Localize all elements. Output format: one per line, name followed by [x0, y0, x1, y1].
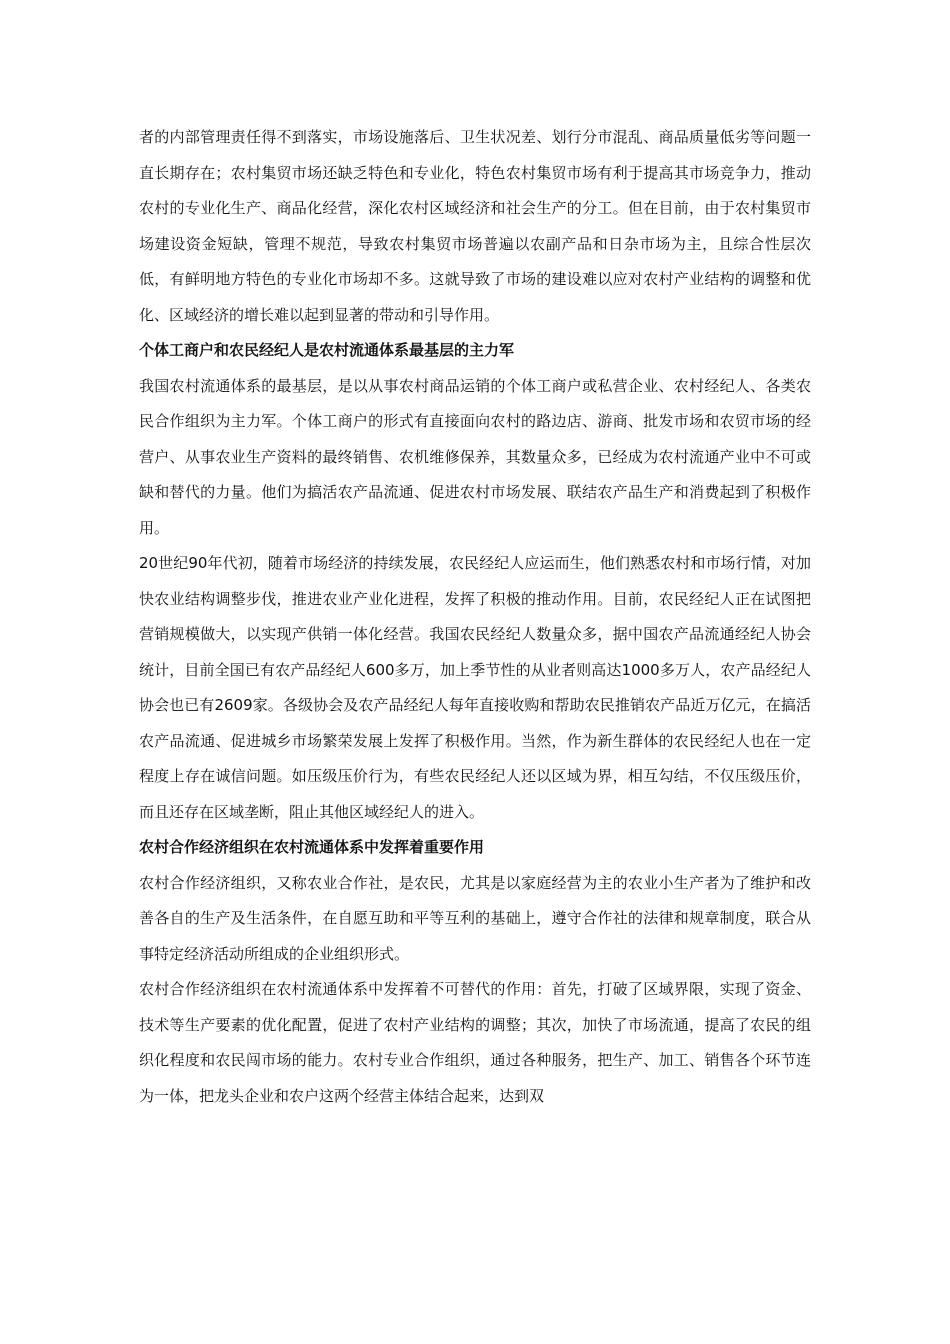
- body-paragraph-cooperative-role: 农村合作经济组织在农村流通体系中发挥着不可替代的作用：首先，打破了区域界限，实现了资金、技术等生产要素的优化配置，促进了农村产业结构的调整；其次，加快了市场流通，提高了农民的组织化程度和农民闯市场的能力。农村专业合作组织，通过各种服务，把生产、加工、销售各个环节连为一体，把龙头企业和农户这两个经营主体结合起来，达到双: [139, 980, 811, 1105]
- document-page: [139, 120, 811, 1114]
- section-heading-cooperatives: 农村合作经济组织在农村流通体系中发挥着重要作用: [139, 838, 485, 856]
- section-heading-individual-businesses: 个体工商户和农民经纪人是农村流通体系最基层的主力军: [139, 341, 515, 359]
- body-paragraph-farmer-brokers: 20世纪90年代初，随着市场经济的持续发展，农民经纪人应运而生，他们熟悉农村和市场行情，对加快农业结构调整步伐，推进农业产业化进程，发挥了积极的推动作用。目前，农民经纪人正在试图把营销规模做大，以实现产供销一体化经营。我国农民经纪人数量众多，据中国农产品流通经纪人协会统计，目前全国已有农产品经纪人600多万，加上季节性的从业者则高达1000多万人，农产品经纪人协会也已有2609家。各级协会及农产品经纪人每年直接收购和帮助农民推销农产品近万亿元，在搞活农产品流通、促进城乡市场繁荣发展上发挥了积极作用。当然，作为新生群体的农民经纪人也在一定程度上存在诚信问题。如压级压价行为，有些农民经纪人还以区域为界，相互勾结，不仅压级压价，而且还存在区域垄断，阻止其他区域经纪人的进入。: [139, 554, 811, 821]
- body-paragraph-grassroots-circulation: 我国农村流通体系的最基层，是以从事农村商品运销的个体工商户或私营企业、农村经纪人、各类农民合作组织为主力军。个体工商户的形式有直接面向农村的路边店、游商、批发市场和农贸市场的经营户、从事农业生产资料的最终销售、农机维修保养，其数量众多，已经成为农村流通产业中不可或缺和替代的力量。他们为搞活农产品流通、促进农村市场发展、联结农产品生产和消费起到了积极作用。: [139, 376, 811, 537]
- body-paragraph-cooperative-definition: 农村合作经济组织，又称农业合作社，是农民，尤其是以家庭经营为主的农业小生产者为了维护和改善各自的生产及生活条件，在自愿互助和平等互利的基础上，遵守合作社的法律和规章制度，联合从事特定经济活动所组成的企业组织形式。: [139, 873, 811, 963]
- body-paragraph-market-issues: 者的内部管理责任得不到落实，市场设施落后、卫生状况差、划行分市混乱、商品质量低劣等问题一直长期存在；农村集贸市场还缺乏特色和专业化，特色农村集贸市场有利于提高其市场竞争力，推动农村的专业化生产、商品化经营，深化农村区域经济和社会生产的分工。但在目前，由于农村集贸市场建设资金短缺，管理不规范，导致农村集贸市场普遍以农副产品和日杂市场为主，且综合性层次低，有鲜明地方特色的专业化市场却不多。这就导致了市场的建设难以应对农村产业结构的调整和优化、区域经济的增长难以起到显著的带动和引导作用。: [139, 128, 811, 324]
